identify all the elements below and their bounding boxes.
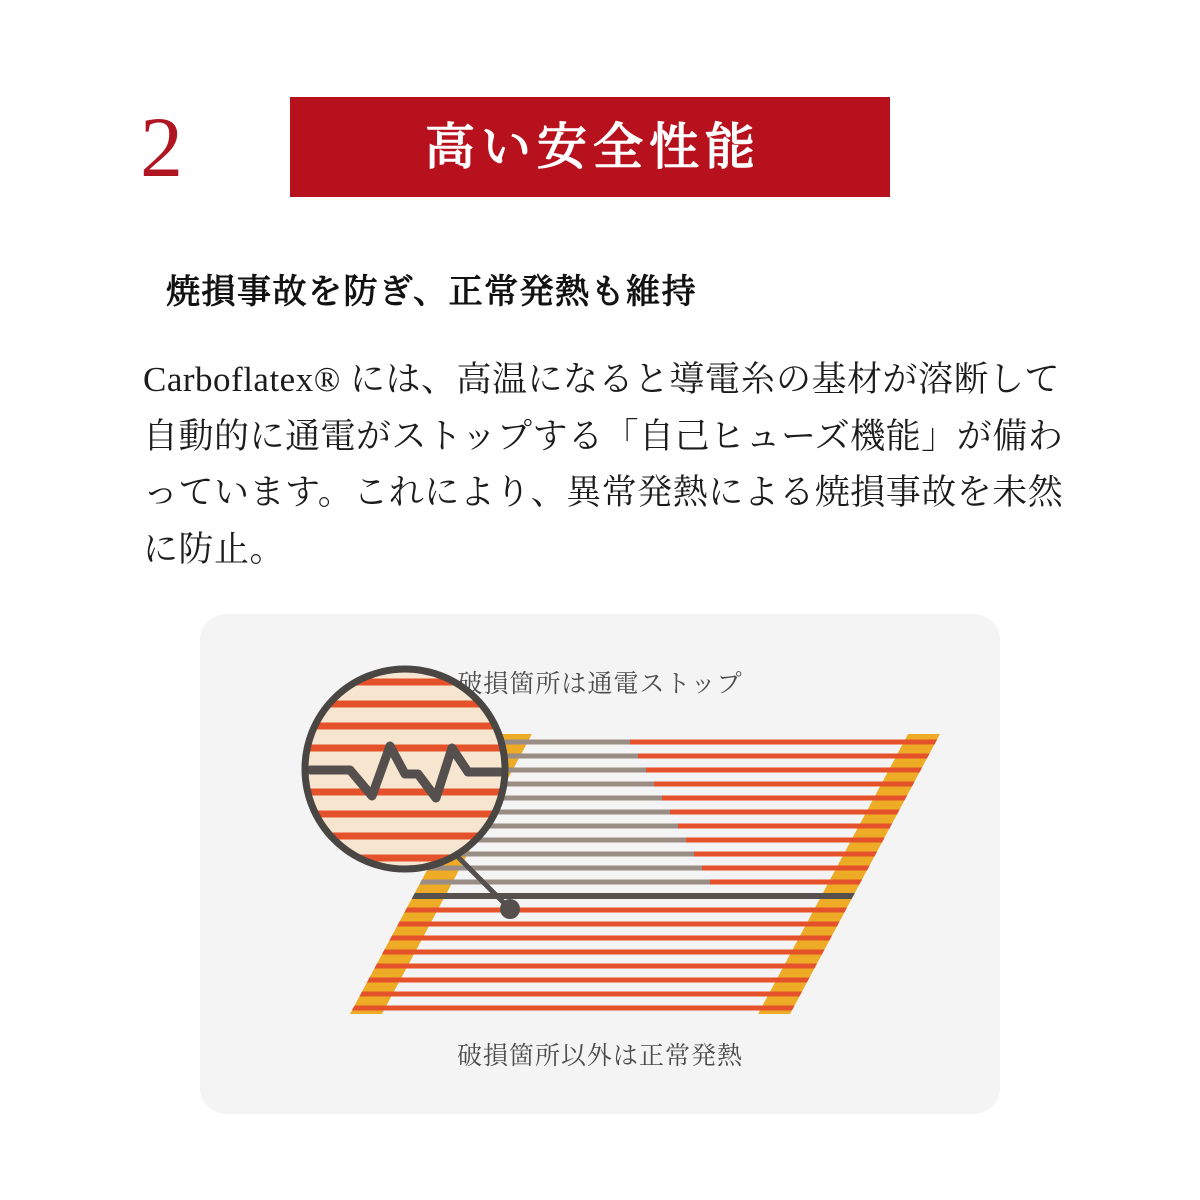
section-header [140,92,1070,202]
section-title-text: 高い安全性能 [425,119,761,175]
body-paragraph: Carboflatex® には、高温になると導電糸の基材が溶断して自動的に通電がストップする「自己ヒューズ機能」が備わっています。これにより、異常発熱による焼損事故を未然に防止。 [143,360,1064,570]
magnifier-lens [300,669,512,869]
figure-card [200,614,1000,1114]
figure-caption-top: 破損箇所は通電ストップ [457,670,743,698]
step-number: 2 [140,99,183,195]
figure-caption-bottom: 破損箇所以外は正常発熱 [456,1042,743,1070]
lead-heading: 焼損事故を防ぎ、正常発熱も維持 [166,273,698,311]
section-title-band [290,97,890,197]
